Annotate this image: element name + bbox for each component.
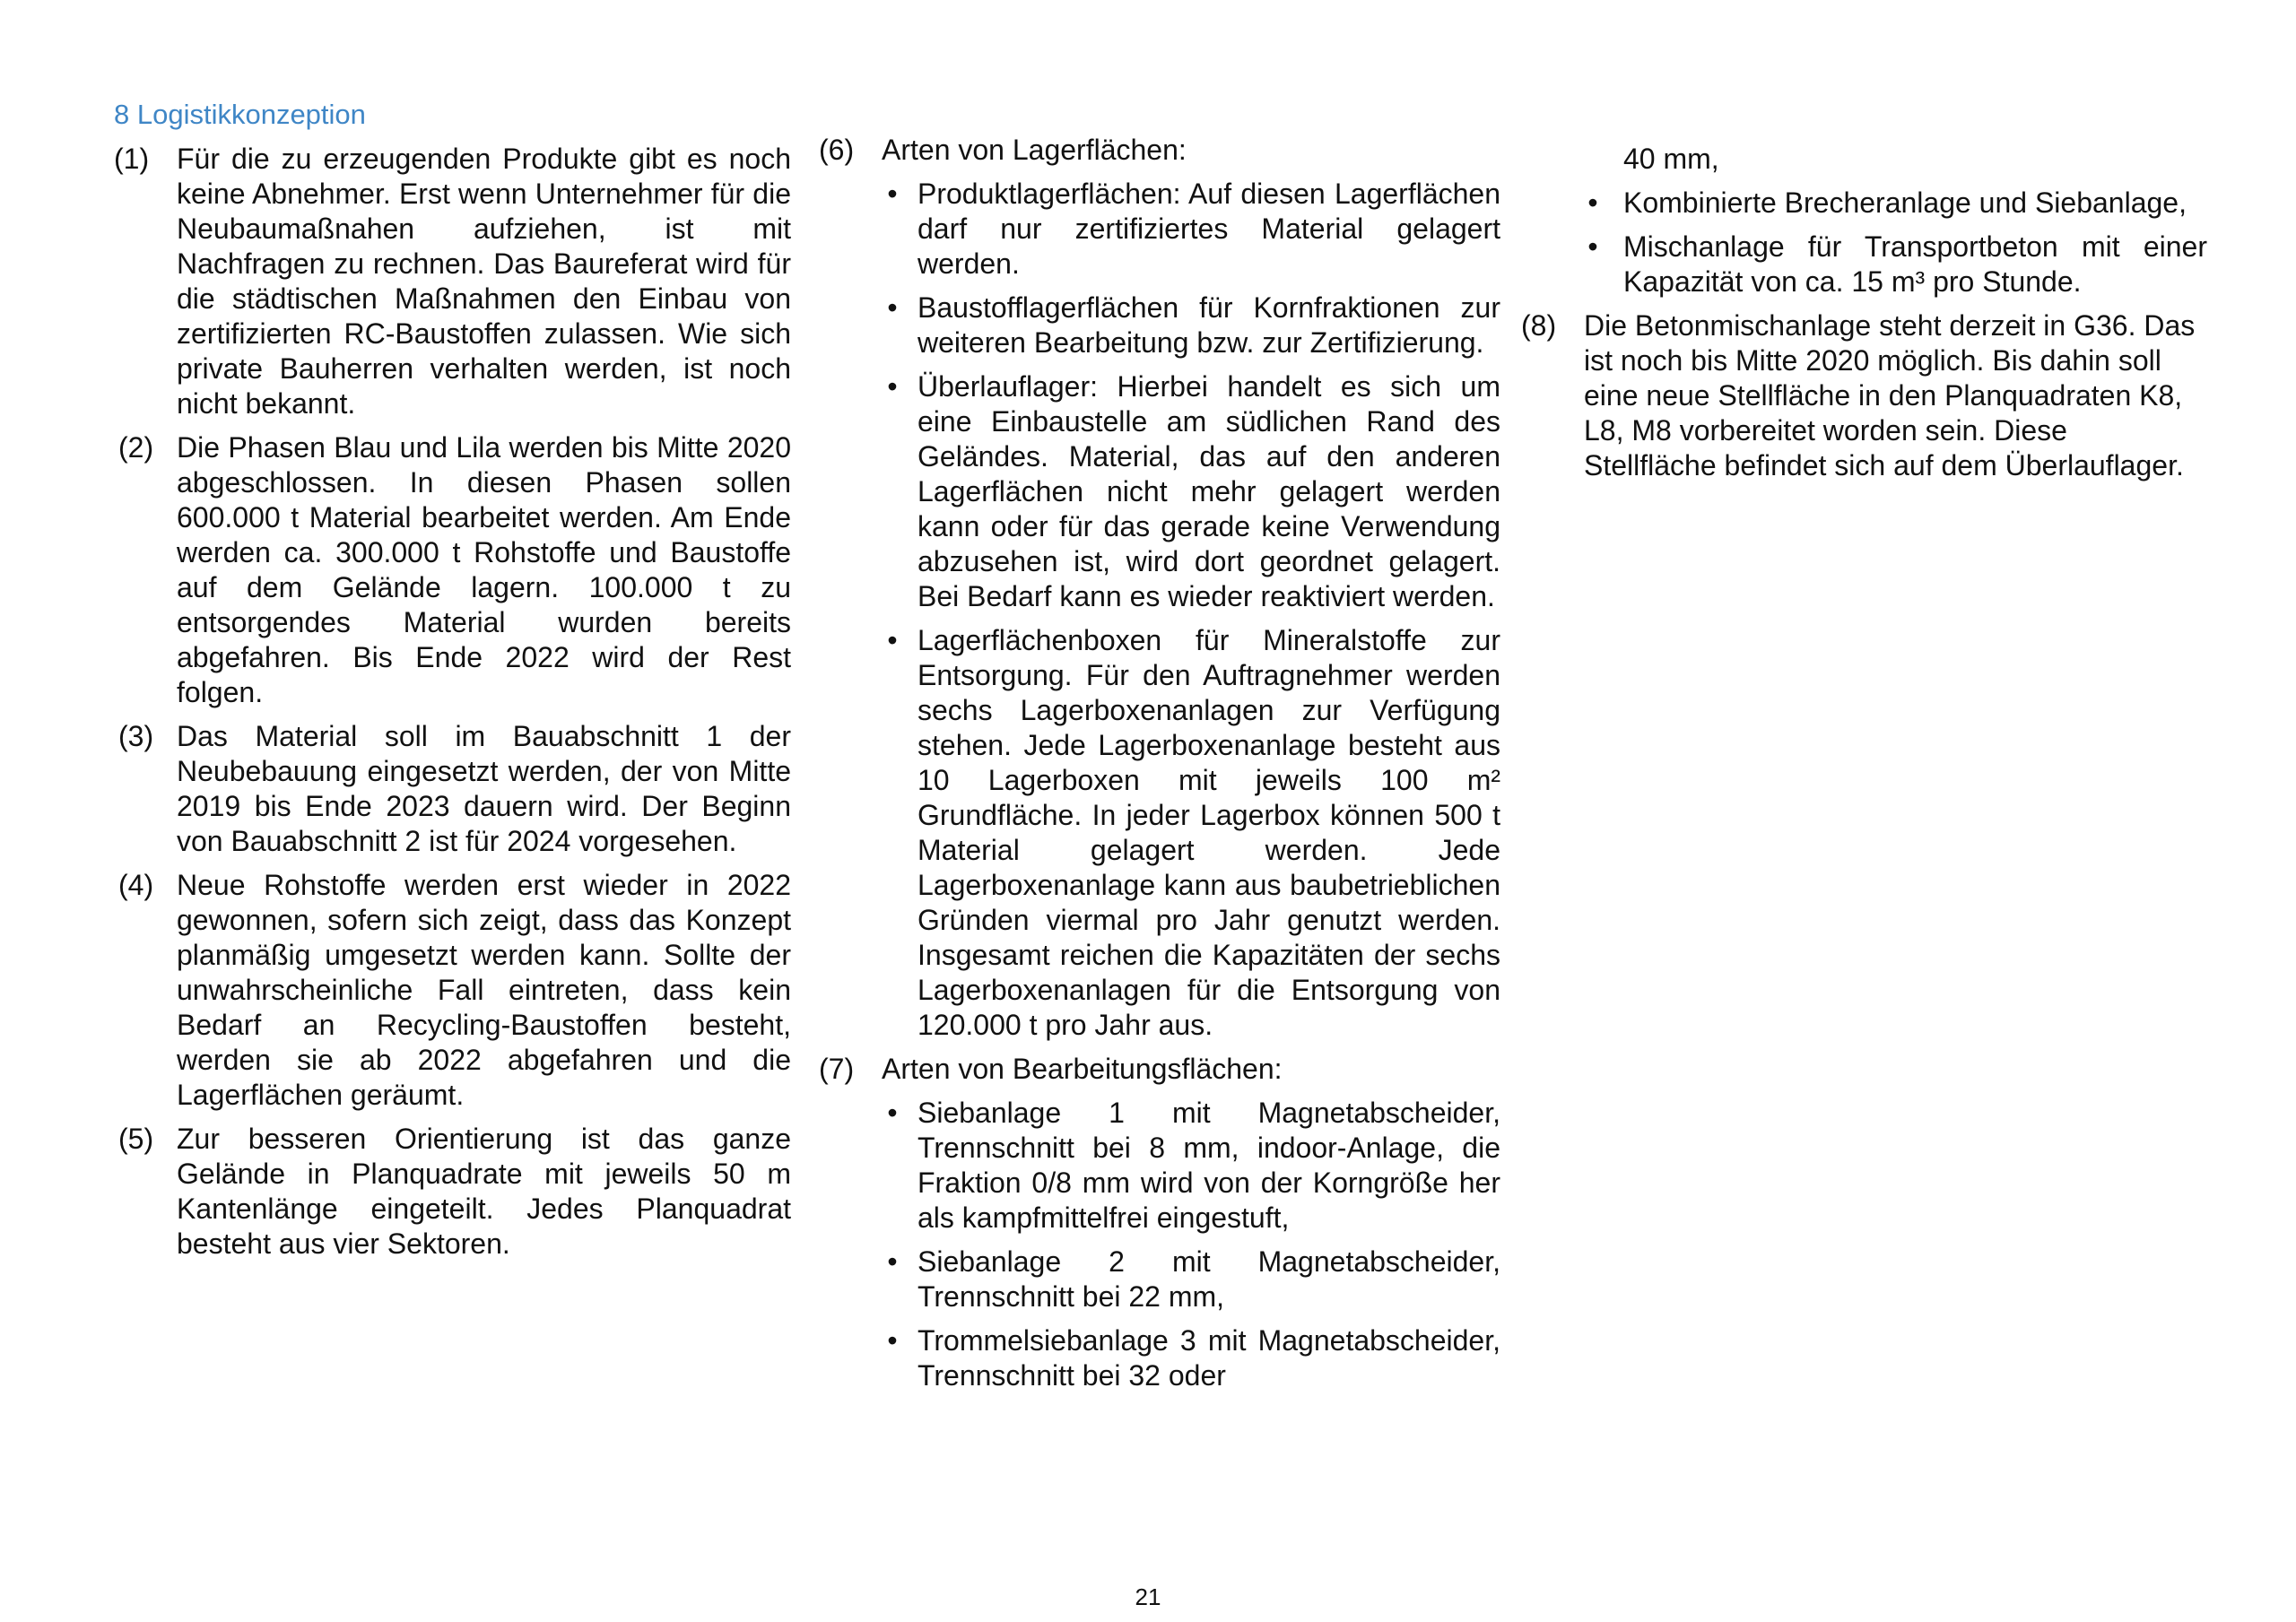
bullet-text: Kombinierte Brecheranlage und Siebanlage, — [1623, 186, 2187, 219]
bullet-text: Produktlagerflächen: Auf diesen Lagerflächen darf nur zertifiziertes Material gelagert werden. — [918, 178, 1500, 280]
bullet-icon: • — [887, 370, 898, 403]
bullet-item — [819, 1096, 1500, 1236]
item-text: Zur besseren Orientierung ist das ganze Gelände in Planquadrate mit jeweils 50 m Kantenlänge eingeteilt. Jedes Planquadrat besteht aus vier Sektoren. — [177, 1123, 791, 1260]
bullet-list — [1521, 186, 2207, 299]
continuation-text: 40 mm, — [1623, 143, 1719, 175]
bullet-item — [819, 623, 1500, 1043]
numbered-item-1 — [114, 142, 791, 421]
bullet-text: Siebanlage 1 mit Magnetabscheider, Trennschnitt bei 8 mm, indoor-Anlage, die Fraktion 0/8 mm wird von der Korngröße her als kampfmittelfrei eingestuft, — [918, 1097, 1500, 1234]
item-number: (8) — [1521, 309, 1557, 342]
bullet-item — [819, 1323, 1500, 1393]
bullet-list — [819, 1096, 1500, 1393]
item-number: (3) — [118, 720, 154, 752]
page-number: 21 — [1135, 1583, 1161, 1610]
bullet-icon: • — [887, 624, 898, 656]
item-number: (6) — [819, 134, 855, 166]
item-text: Die Phasen Blau und Lila werden bis Mitte 2020 abgeschlossen. In diesen Phasen sollen 600.000 t Material bearbeitet werden. Am Ende werden ca. 300.000 t Rohstoffe und Baustoffe auf dem Gelände lagern. 100.000 t zu entsorgendes Material wurden bereits abgefahren. Bis Ende 2022 wird der Rest folgen. — [177, 431, 791, 708]
bullet-text: Siebanlage 2 mit Magnetabscheider, Trennschnitt bei 22 mm, — [918, 1245, 1500, 1313]
item-text: Neue Rohstoffe werden erst wieder in 2022 gewonnen, sofern sich zeigt, dass das Konzept planmäßig umgesetzt werden kann. Sollte der unwahrscheinliche Fall eintreten, dass kein Bedarf an Recycling-Baustoffen besteht, werden sie ab 2022 abgefahren und die Lagerflächen geräumt. — [177, 869, 791, 1111]
bullet-item — [819, 291, 1500, 360]
item-number: (5) — [118, 1123, 154, 1155]
item-text: Die Betonmischanlage steht derzeit in G36. Das ist noch bis Mitte 2020 möglich. Bis dahin soll eine neue Stellfläche in den Planquadraten K8, L8, M8 vorbereitet worden sein. Diese Stellfläche befindet sich auf dem Überlauflager. — [1584, 309, 2196, 481]
bullet-text: Baustofflagerflächen für Kornfraktionen zur weiteren Bearbeitung bzw. zur Zertifizierung. — [918, 291, 1500, 359]
bullet-item — [819, 369, 1500, 614]
bullet-icon: • — [887, 1245, 898, 1278]
bullet-icon: • — [1587, 186, 1598, 219]
item-number: (4) — [118, 869, 154, 901]
bullet-text: Überlauflager: Hierbei handelt es sich um eine Einbaustelle am südlichen Rand des Geländes. Material, das auf den anderen Lagerflächen nicht mehr gelagert werden kann oder für das gerade keine Verwendung abzusehen ist, wird dort geordnet gelagert. Bei Bedarf kann es wieder reaktiviert werden. — [918, 370, 1500, 612]
item-text: Arten von Lagerflächen: — [882, 134, 1187, 166]
bullet-icon: • — [1587, 230, 1598, 263]
bullet-item — [819, 177, 1500, 282]
numbered-item-6 — [819, 133, 1500, 168]
bullet-item — [1521, 186, 2207, 221]
bullet-text: Trommelsiebanlage 3 mit Magnetabscheider, Trennschnitt bei 32 oder — [918, 1324, 1500, 1392]
bullet-icon: • — [887, 1097, 898, 1129]
column-middle — [819, 133, 1500, 1402]
bullet-item — [1521, 230, 2207, 299]
item-number: (2) — [118, 431, 154, 464]
numbered-item-4 — [114, 868, 791, 1113]
bullet-text: Mischanlage für Transportbeton mit einer Kapazität von ca. 15 m³ pro Stunde. — [1623, 230, 2207, 298]
item-text: Arten von Bearbeitungsflächen: — [882, 1053, 1283, 1085]
column-left — [114, 142, 791, 1271]
bullet-icon: • — [887, 291, 898, 324]
section-heading: 8 Logistikkonzeption — [114, 99, 366, 130]
bullet-icon: • — [887, 178, 898, 210]
numbered-item-5 — [114, 1122, 791, 1262]
numbered-item-3 — [114, 719, 791, 859]
bullet-item — [819, 1245, 1500, 1314]
bullet-icon: • — [887, 1324, 898, 1357]
numbered-item-8 — [1521, 308, 2207, 483]
item-number: (1) — [114, 143, 150, 175]
bullet-text: Lagerflächenboxen für Mineralstoffe zur Entsorgung. Für den Auftragnehmer werden sechs Lagerboxenanlagen zur Verfügung stehen. Jede Lagerboxenanlage besteht aus 10 Lagerboxen mit jeweils 100 m² Grundfläche. In jeder Lagerbox können 500 t Material gelagert werden. Jede Lagerboxenanlage kann aus baubetrieblichen Gründen viermal pro Jahr genutzt werden. Insgesamt reichen die Kapazitäten der sechs Lagerboxenanlagen für die Entsorgung von 120.000 t pro Jahr aus. — [918, 624, 1500, 1041]
numbered-item-2 — [114, 430, 791, 710]
bullet-list — [819, 177, 1500, 1043]
numbered-item-7 — [819, 1052, 1500, 1087]
item-text: Für die zu erzeugenden Produkte gibt es noch keine Abnehmer. Erst wenn Unternehmer für die Neubaumaßnahen aufziehen, ist mit Nachfragen zu rechnen. Das Baureferat wird für die städtischen Maßnahmen den Einbau von zertifizierten RC-Baustoffen zulassen. Wie sich private Bauherren verhalten werden, ist noch nicht bekannt. — [177, 143, 791, 420]
column-right — [1521, 142, 2207, 492]
item-text: Das Material soll im Bauabschnitt 1 der Neubebauung eingesetzt werden, der von Mitte 2019 bis Ende 2023 dauern wird. Der Beginn von Bauabschnitt 2 ist für 2024 vorgesehen. — [177, 720, 791, 857]
item-number: (7) — [819, 1053, 855, 1085]
